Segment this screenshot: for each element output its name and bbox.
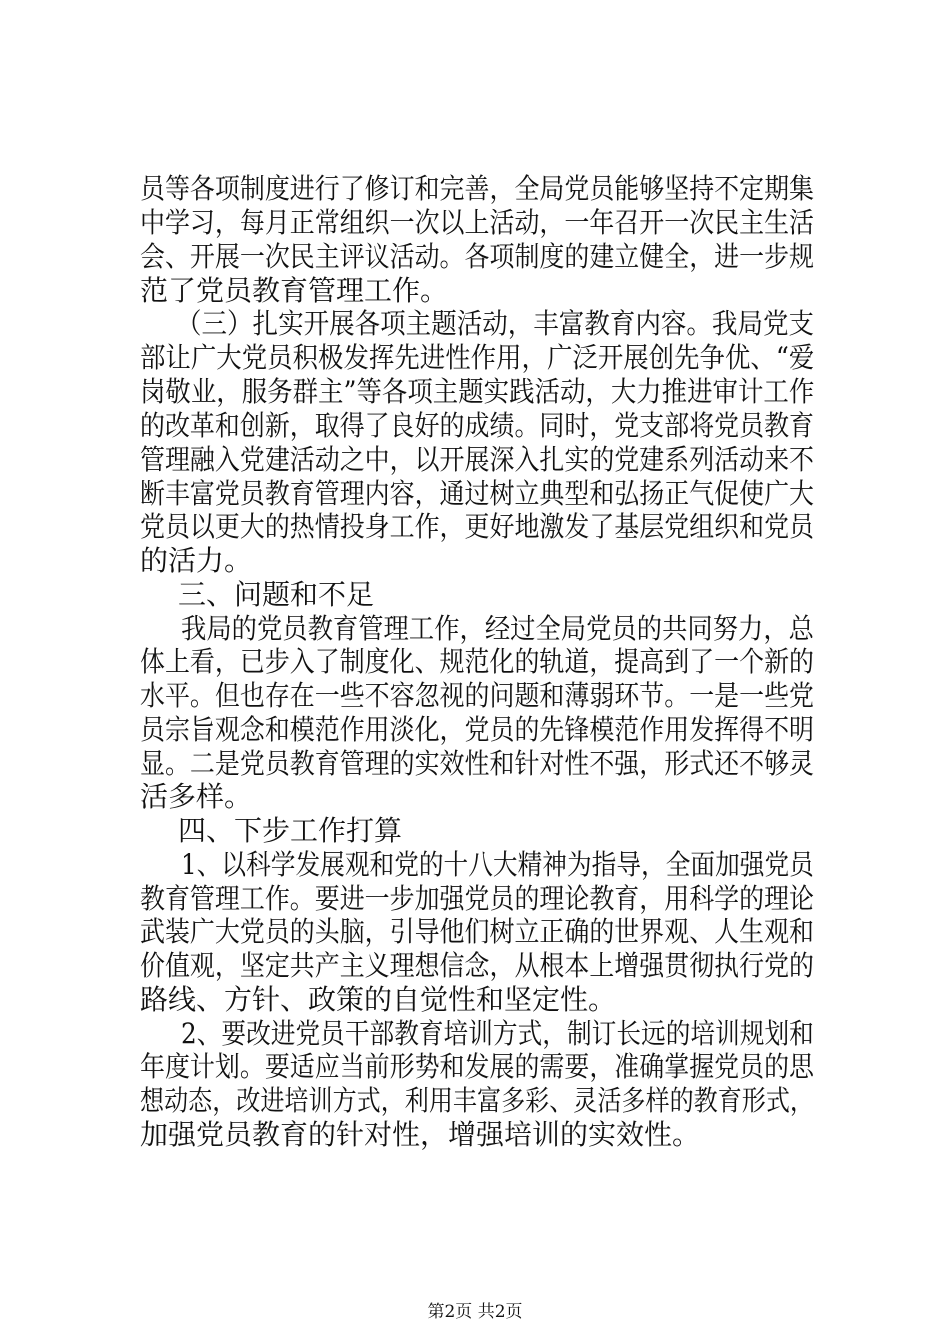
text-line: 我局的党员教育管理工作，经过全局党员的共同努力，总 xyxy=(181,612,815,645)
text-line: 武装广大党员的头脑，引导他们树立正确的世界观、人生观和 xyxy=(140,915,815,948)
page-number-footer: 第2页 共2页 xyxy=(427,1302,523,1322)
text-line: 中学习，每月正常组织一次以上活动，一年召开一次民主生活 xyxy=(140,206,815,239)
text-line: 部让广大党员积极发挥先进性作用，广泛开展创先争优、“爱 xyxy=(140,341,815,374)
text-line: 显。二是党员教育管理的实效性和针对性不强，形式还不够灵 xyxy=(140,747,815,780)
text-line: 想动态，改进培训方式，利用丰富多彩、灵活多样的教育形式， xyxy=(140,1084,815,1117)
text-line: 的改革和创新，取得了良好的成绩。同时，党支部将党员教育 xyxy=(140,409,815,442)
text-line: 体上看，已步入了制度化、规范化的轨道，提高到了一个新的 xyxy=(140,645,815,678)
text-line: 员宗旨观念和模范作用淡化，党员的先锋模范作用发挥得不明 xyxy=(140,713,815,746)
text-line: 年度计划。要适应当前形势和发展的需要，准确掌握党员的思 xyxy=(140,1050,815,1083)
text-line: 党员以更大的热情投身工作，更好地激发了基层党组织和党员 xyxy=(140,510,815,543)
text-line: 岗敬业，服务群主”等各项主题实践活动，大力推进审计工作 xyxy=(140,375,815,408)
text-line: 员等各项制度进行了修订和完善，全局党员能够坚持不定期集 xyxy=(140,172,815,205)
text-line: 的活力。 xyxy=(140,544,253,577)
text-line: 路线、方针、政策的自觉性和坚定性。 xyxy=(140,983,617,1016)
section-heading: （三）扎实开展各项主题活动，丰富教育内容。我局党支 xyxy=(176,307,815,340)
text-line: 1、以科学发展观和党的十八大精神为指导，全面加强党员 xyxy=(181,848,814,881)
text-line: 2、要改进党员干部教育培训方式，制订长远的培训规划和 xyxy=(181,1017,814,1050)
text-line: 管理融入党建活动之中，以开展深入扎实的党建系列活动来不 xyxy=(140,443,815,476)
text-line: 教育管理工作。要进一步加强党员的理论教育，用科学的理论 xyxy=(140,882,815,915)
text-line: 断丰富党员教育管理内容，通过树立典型和弘扬正气促使广大 xyxy=(140,477,815,510)
section-heading: 三、问题和不足 xyxy=(178,578,375,611)
text-line: 水平。但也存在一些不容忽视的问题和薄弱环节。一是一些党 xyxy=(140,679,815,712)
text-line: 加强党员教育的针对性，增强培训的实效性。 xyxy=(140,1118,701,1151)
text-line: 价值观，坚定共产主义理想信念，从根本上增强贯彻执行党的 xyxy=(140,949,815,982)
section-heading: 四、下步工作打算 xyxy=(178,814,403,847)
text-line: 会、开展一次民主评议活动。各项制度的建立健全，进一步规 xyxy=(140,240,815,273)
text-line: 活多样。 xyxy=(140,780,253,813)
text-line: 范了党员教育管理工作。 xyxy=(140,274,449,307)
